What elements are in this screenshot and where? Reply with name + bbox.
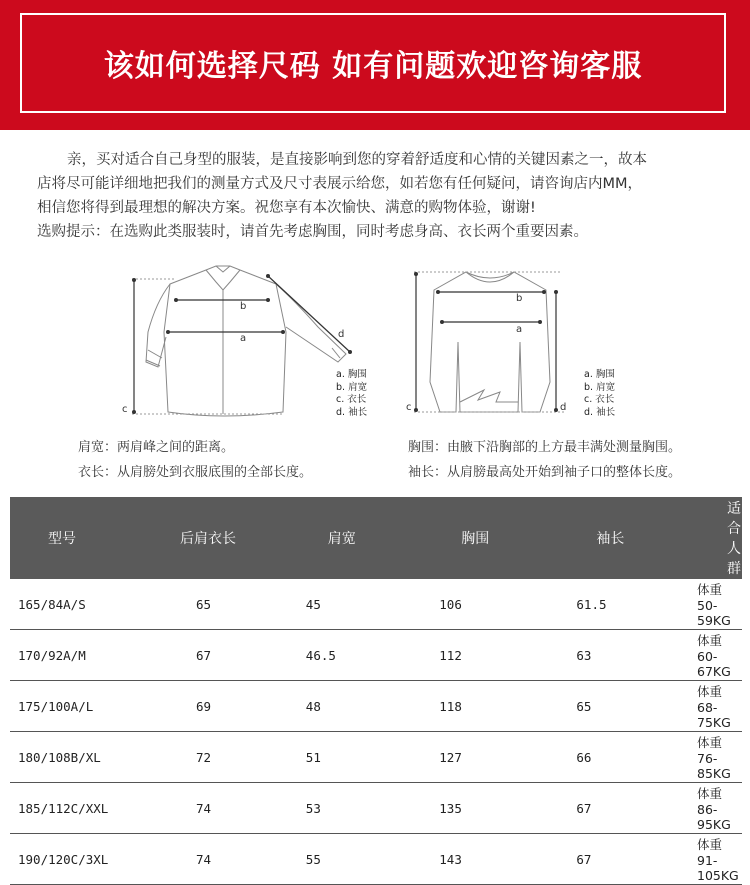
legend-item: b. 肩宽 [584, 381, 616, 393]
sweater-legend [584, 369, 615, 419]
banner-title: 该如何选择尺码 如有问题欢迎咨询客服 [103, 49, 643, 84]
legend-item: a. 胸围 [336, 369, 367, 380]
legend-item: d. 袖长 [584, 406, 616, 418]
cell-chest: 135 [439, 783, 576, 834]
table-row [10, 630, 742, 681]
cell-back-length: 72 [180, 732, 306, 783]
label-c: c [122, 404, 128, 415]
header-chest: 胸围 [439, 497, 576, 579]
cell-shoulder: 55 [306, 834, 439, 885]
label-a: a [516, 324, 523, 335]
table-row [10, 783, 742, 834]
banner-frame [20, 13, 726, 113]
cell-fit-group: 体重60-67KG [697, 630, 742, 681]
intro-line-1: 亲，买对适合自己身型的服装，是直接影响到您的穿着舒适度和心情的关键因素之一，故本 [67, 152, 647, 168]
cell-model: 175/100A/L [10, 681, 180, 732]
cell-sleeve: 67 [576, 834, 697, 885]
cell-sleeve: 65 [576, 681, 697, 732]
cell-back-length: 65 [180, 579, 306, 630]
cell-chest: 106 [439, 579, 576, 630]
cell-model: 180/108B/XL [10, 732, 180, 783]
header-back-length: 后肩衣长 [180, 497, 306, 579]
shirt-figure [118, 262, 368, 427]
cell-shoulder: 51 [306, 732, 439, 783]
legend-item: c. 衣长 [336, 394, 367, 405]
cell-back-length: 67 [180, 630, 306, 681]
header-model: 型号 [10, 497, 180, 579]
table-row [10, 579, 742, 630]
table-row [10, 732, 742, 783]
intro-text [37, 148, 727, 244]
cell-shoulder: 45 [306, 579, 439, 630]
cell-model: 165/84A/S [10, 579, 180, 630]
cell-shoulder: 46.5 [306, 630, 439, 681]
shirt-legend [336, 369, 367, 419]
cell-back-length: 74 [180, 783, 306, 834]
shoulder-description: 肩宽：两肩峰之间的距离。 [78, 440, 235, 455]
cell-chest: 127 [439, 732, 576, 783]
intro-line-3: 相信您将得到最理想的解决方案。祝您享有本次愉快、满意的购物体验，谢谢! [37, 200, 536, 216]
cell-fit-group: 体重50-59KG [697, 579, 742, 630]
sweater-figure [400, 262, 575, 427]
cell-sleeve: 66 [576, 732, 697, 783]
table-row [10, 834, 742, 885]
length-description: 衣长：从肩膀处到衣服底围的全部长度。 [78, 465, 313, 480]
cell-fit-group: 体重91-105KG [697, 834, 742, 885]
label-b: b [240, 301, 247, 312]
legend-item: b. 肩宽 [336, 381, 368, 393]
cell-fit-group: 体重68-75KG [697, 681, 742, 732]
cell-shoulder: 53 [306, 783, 439, 834]
label-d: d [338, 329, 345, 340]
cell-fit-group: 体重76-85KG [697, 732, 742, 783]
intro-line-2: 店将尽可能详细地把我们的测量方式及尺寸表展示给您，如若您有任何疑问，请咨询店内MM， [37, 176, 643, 192]
cell-chest: 112 [439, 630, 576, 681]
size-table [10, 497, 742, 885]
cell-model: 190/120C/3XL [10, 834, 180, 885]
cell-sleeve: 67 [576, 783, 697, 834]
legend-item: d. 袖长 [336, 406, 368, 418]
cell-model: 185/112C/XXL [10, 783, 180, 834]
label-d: d [560, 402, 567, 413]
cell-sleeve: 63 [576, 630, 697, 681]
cell-fit-group: 体重86-95KG [697, 783, 742, 834]
sleeve-description: 袖长：从肩膀最高处开始到袖子口的整体长度。 [408, 465, 682, 480]
header-shoulder: 肩宽 [306, 497, 439, 579]
cell-back-length: 74 [180, 834, 306, 885]
header-sleeve: 袖长 [576, 497, 697, 579]
cell-chest: 143 [439, 834, 576, 885]
intro-line-4: 选购提示：在选购此类服装时，请首先考虑胸围，同时考虑身高、衣长两个重要因素。 [37, 224, 588, 240]
cell-model: 170/92A/M [10, 630, 180, 681]
cell-chest: 118 [439, 681, 576, 732]
header-fit-group: 适合人群 [697, 497, 742, 579]
legend-item: a. 胸围 [584, 369, 615, 380]
label-c: c [406, 402, 412, 413]
table-header-row [10, 497, 742, 579]
cell-shoulder: 48 [306, 681, 439, 732]
label-a: a [240, 333, 247, 344]
shirt-illustration [118, 262, 368, 427]
legend-item: c. 衣长 [584, 394, 615, 405]
label-b: b [516, 293, 523, 304]
chest-description: 胸围：由腋下沿胸部的上方最丰满处测量胸围。 [408, 440, 682, 455]
sweater-illustration [400, 262, 575, 427]
cell-back-length: 69 [180, 681, 306, 732]
table-row [10, 681, 742, 732]
header-banner [0, 0, 750, 130]
cell-sleeve: 61.5 [576, 579, 697, 630]
